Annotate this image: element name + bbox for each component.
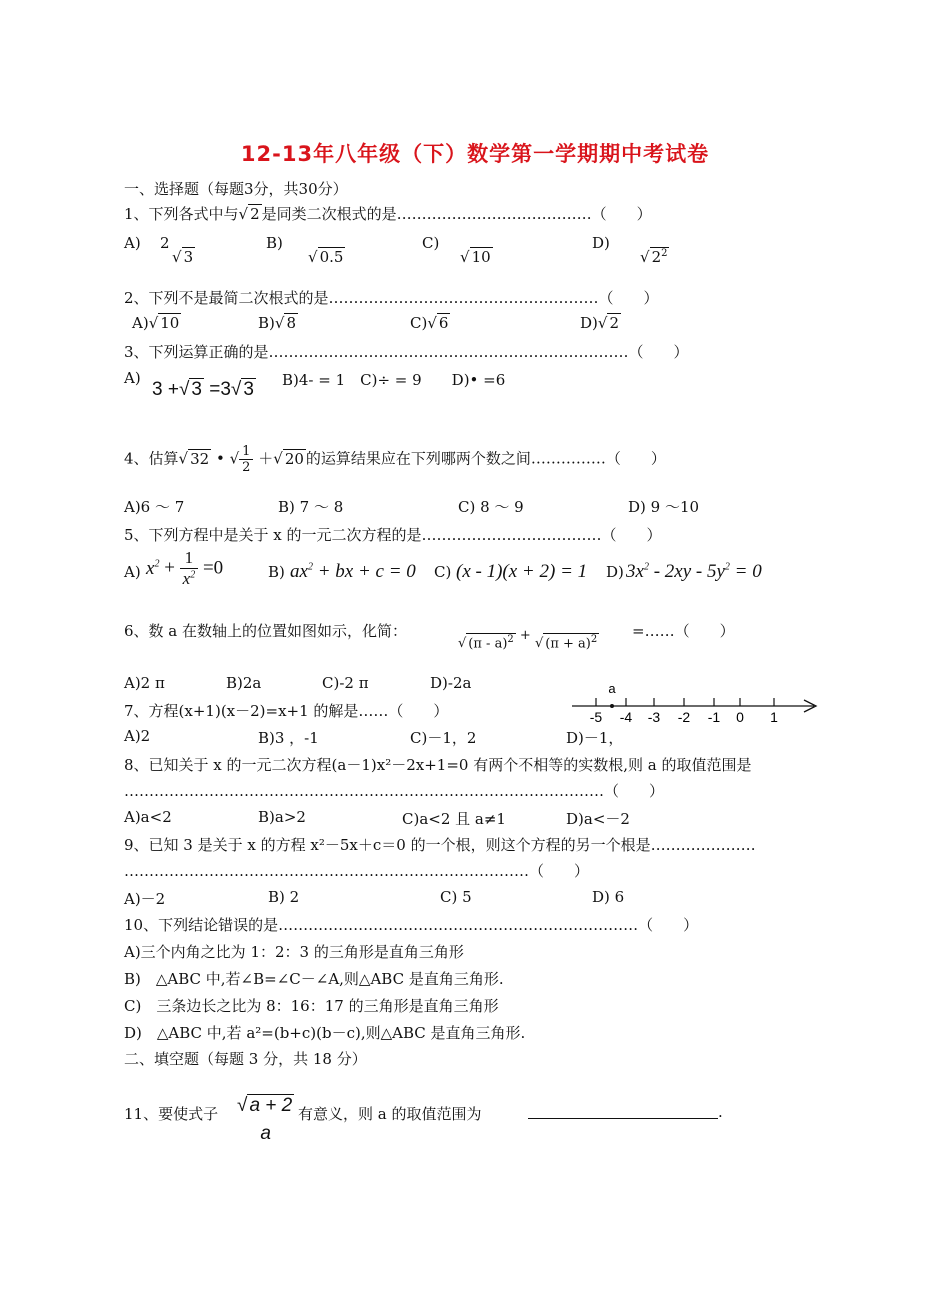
q3-other-options: B)4- = 1 C)÷ = 9 D)• =6 [282,371,506,389]
q5-option-c-label: C) [434,563,452,581]
q11-answer-blank[interactable]: . [528,1103,723,1121]
q6-option-d: D)-2a [430,674,472,692]
q1-option-c-root: √ 10 [460,248,491,266]
q1-option-b-label: B) [266,234,283,252]
q1-option-d-label: D) [592,234,610,252]
question-8: 8、已知关于 x 的一元二次方程(a－1)x²－2x+1=0 有两个不相等的实数根,则 a 的取值范围是 [124,756,752,774]
q6-option-b: B)2a [226,674,262,692]
q6-option-c: C)-2 π [322,674,369,692]
q11-fraction: √ a + 2 a [237,1095,293,1144]
question-11-tail: 有意义，则 a 的取值范围为 [298,1105,482,1123]
q1-option-a-root: √ 3 [172,248,194,266]
number-line [568,678,824,728]
q5-option-b-label: B) [268,563,285,581]
q1-option-a-label: A) [124,234,141,252]
number-line-tick-label: 1 [770,709,778,725]
question-3: 3、下列运算正确的是………………………………………………………………（ ） [124,343,689,361]
q2-option-a: A)√ 10 [132,314,180,332]
q10-option-d: D) △ABC 中,若 a²=(b+c)(b－c),则△ABC 是直角三角形. [124,1024,526,1042]
question-10: 10、下列结论错误的是………………………………………………………………（ ） [124,916,699,934]
number-line-tick-label: -5 [589,709,603,725]
q10-option-c: C) 三条边长之比为 8：16：17 的三角形是直角三角形 [124,997,499,1015]
number-line-tick-label: 0 [736,709,744,725]
q8-option-d: D)a<－2 [566,810,630,828]
section-fill-heading: 二、填空题（每题 3 分，共 18 分） [124,1050,367,1068]
q5-option-a-expr: $x^2$ + $\frac{1}{x^2}$ =0 [146,548,224,588]
q9-option-c: C) 5 [440,888,472,906]
question-4: 4、估算√ 32 • √ $\frac{1}{2}$ ＋√ 20 的运算结果应在下列哪两个数之间……………（ ） [124,444,666,475]
q9-option-d: D) 6 [592,888,625,906]
q1-option-b-root: √ 0.5 [308,248,344,266]
number-line-point-a [610,704,614,708]
q7-option-d: D)－1， [566,729,624,747]
question-8-cont: ……………………………………………………………………………………（ ） [124,782,665,800]
number-line-tick-label: -3 [647,709,661,725]
q2-option-b: B)√ 8 [258,314,296,332]
section-choice-heading: 一、选择题（每题3分，共30分） [124,180,348,198]
q1-option-a-coef: 2 [160,234,170,252]
q7-option-b: B)3 ，-1 [258,729,319,747]
q10-option-b: B) △ABC 中,若∠B=∠C－∠A,则△ABC 是直角三角形. [124,970,504,988]
question-9-cont: ………………………………………………………………………（ ） [124,862,590,880]
q8-option-a: A)a<2 [124,808,172,826]
q5-option-a-label: A) [124,563,141,581]
q7-option-a: A)2 [124,727,151,745]
number-line-tick-label: -4 [619,709,633,725]
question-7: 7、方程(x+1)(x－2)=x+1 的解是……（ ） [124,702,449,720]
sqrt-2: √ 2 [238,205,260,223]
question-6: 6、数 a 在数轴上的位置如图如示，化简： [124,622,408,640]
q2-option-c: C)√ 6 [410,314,449,332]
q5-option-b-expr: $ax^2$ + bx + c = 0 [290,561,416,582]
q5-option-d-label: D) [606,563,624,581]
q8-option-b: B)a>2 [258,808,306,826]
q6-expression: √ (π - a)$^2$ + √ $(\pi + a)^2$ [458,628,598,651]
q10-option-a: A)三个内角之比为 1：2：3 的三角形是直角三角形 [124,943,464,961]
q4-option-b: B) 7 ～ 8 [278,498,344,516]
page-title: 12-13年八年级（下）数学第一学期期中考试卷 [240,142,710,166]
q4-option-d: D) 9 ～10 [628,498,700,516]
question-1-stem: 1、下列各式中与 [124,205,239,223]
q9-option-b: B) 2 [268,888,300,906]
q8-option-c: C)a<2 且 a≠1 [402,810,506,828]
q4-option-c: C) 8 ～ 9 [458,498,524,516]
question-11-stem: 11、要使式子 [124,1105,219,1123]
q9-option-a: A)－2 [124,890,166,908]
q3-option-a-label: A) [124,369,141,387]
q5-option-d-expr: $3x^2 - 2xy - 5y^2 = 0$ [626,561,762,582]
number-line-marker: a [608,681,616,696]
question-2: 2、下列不是最简二次根式的是………………………………………………（ ） [124,289,659,307]
q2-option-d: D)√ 2 [580,314,619,332]
question-9: 9、已知 3 是关于 x 的方程 x²－5x＋c＝0 的一个根，则这个方程的另一个根是………………… [124,836,756,854]
question-1-tail: 是同类二次根式的是…………………………………（ ） [261,205,652,223]
number-line-tick-label: -1 [707,709,721,725]
q1-option-c-label: C) [422,234,440,252]
q1-option-d-root: √ $2^2$ [640,248,668,266]
q5-option-c-expr: (x - 1)(x + 2) = 1 [456,561,588,582]
q7-option-c: C)－1，2 [410,729,477,747]
q4-option-a: A)6 ～ 7 [124,498,185,516]
question-1 [124,203,652,224]
number-line-tick-label: -2 [677,709,691,725]
question-5: 5、下列方程中是关于 x 的一元二次方程的是………………………………（ ） [124,526,662,544]
q6-option-a: A)2 π [124,674,165,692]
q3-option-a-expr: 3 +√ 3 =3√ 3 [152,379,254,400]
q6-tail: =……（ ） [632,622,735,640]
